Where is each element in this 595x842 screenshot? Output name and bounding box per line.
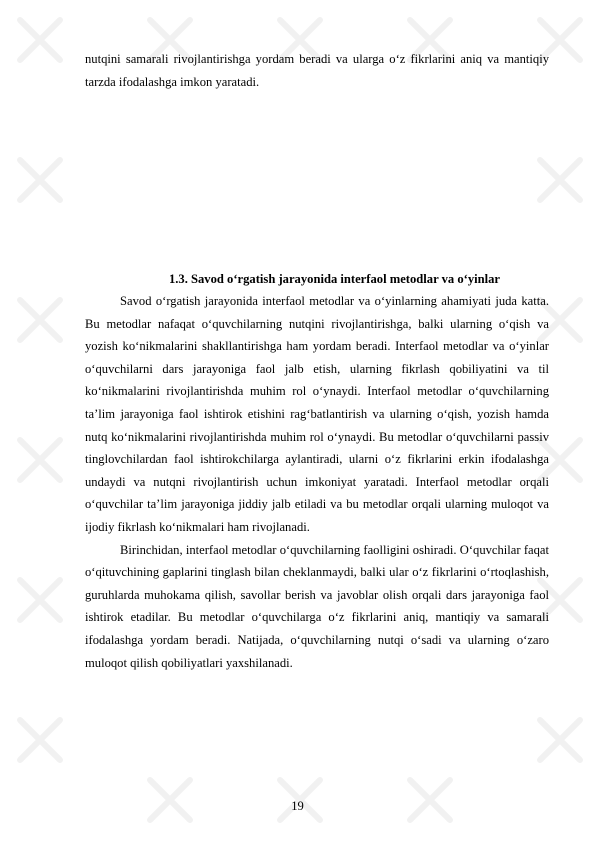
section-body (85, 290, 549, 674)
section-heading: 1.3. Savod o‘rgatish jarayonida interfaol metodlar va o‘yinlar (168, 272, 501, 286)
body-paragraph-1: Savod o‘rgatish jarayonida interfaol metodlar va o‘yinlarning ahamiyati juda katta. Bu metodlar nafaqat o‘quvchilarning nutqini rivojlantirishga, balki ularning o‘qish va yozish ko‘nikmalarini shakllantirishga ham yordam beradi. Interfaol metodlar va o‘yinlar o‘quvchilarni dars jarayoniga faol jalb etish, ularning fikrlash qobiliyatini va til ko‘nikmalarini rivojlantirishda muhim rol o‘ynaydi. Interfaol metodlar o‘quvchilarning ta’lim jarayoniga faol ishtirok etishini rag‘batlantirish va ularning o‘qish, yozish hamda nutq ko‘nikmalarini rivojlantirishda muhim rol o‘ynaydi. Bu metodlar o‘quvchilarni passiv tinglovchilardan faol ishtirokchilarga aylantiradi, ularni o‘z fikrlarini erkin ifodalashga undaydi va nutqni rivojlantirish uchun imkoniyat yaratadi. Interfaol metodlar orqali o‘quvchilar ta’lim jarayoniga jiddiy jalb etiladi va bu metodlar orqali ularning muloqot va ijodiy fikrlash ko‘nikmalari ham rivojlanadi. (85, 294, 549, 534)
intro-paragraph: nutqini samarali rivojlantirishga yordam beradi va ularga o‘z fikrlarini aniq va mantiqiy tarzda ifodalashga imkon yaratadi. (85, 52, 549, 89)
document-page (85, 48, 549, 670)
page-number: 19 (291, 799, 304, 813)
body-paragraph-2: Birinchidan, interfaol metodlar o‘quvchilarning faolligini oshiradi. O‘quvchilar faqat o‘qituvchining gaplarini tinglash bilan cheklanmaydi, balki ular o‘z fikrlarini o‘rtoqlashish, guruhlarda muhokama qilish, savollar berish va javoblar olish orqali dars jarayoniga faol ishtirok etadilar. Bu metodlar o‘quvchilarga o‘z fikrlarini aniq, mantiqiy va samarali ifodalashga yordam beradi. Natijada, o‘quvchilarning nutqi o‘sadi va ularning o‘zaro muloqot qilish qobiliyatlari yaxshilanadi. (85, 542, 549, 670)
